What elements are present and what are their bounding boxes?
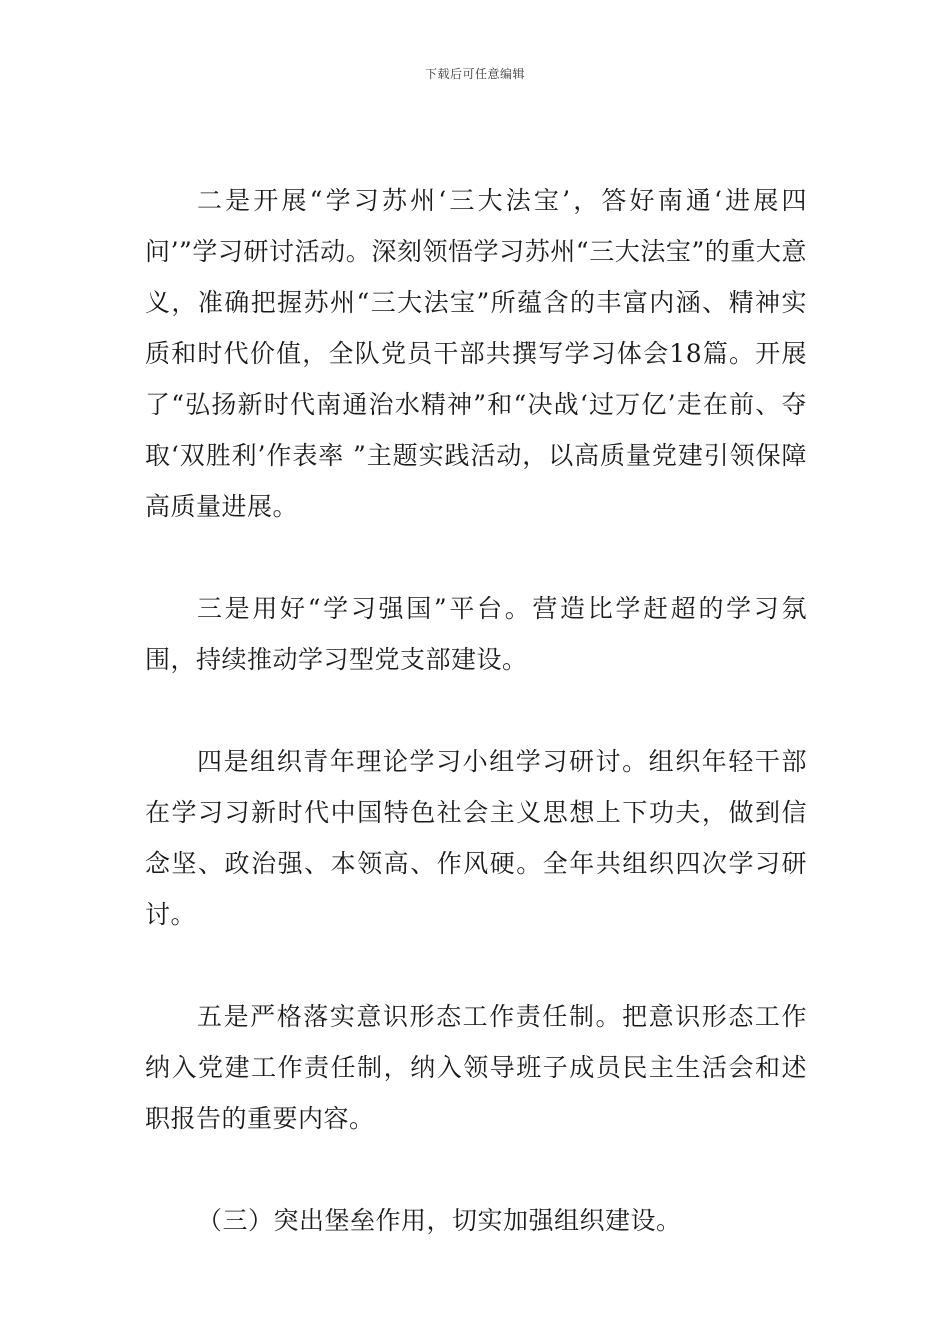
paragraph-xuexi-qiangguo: 三是用好“学习强国”平台。营造比学赶超的学习氛围，持续推动学习型党支部建设。 (145, 594, 807, 674)
paragraph-youth-study-group: 四是组织青年理论学习小组学习研讨。组织年轻干部在学习习新时代中国特色社会主义思想上下功夫，做到信念坚、政治强、本领高、作风硬。全年共组织四次学习研讨。 (145, 747, 807, 929)
page-header-note: 下载后可任意编辑 (424, 67, 525, 81)
paragraph-study-activities: 二是开展“学习苏州‘三大法宝’，答好南通‘进展四问’”学习研讨活动。深刻领悟学习苏州“三大法宝”的重大意义，准确把握苏州“三大法宝”所蕴含的丰富内涵、精神实质和时代价值，全队党员干部共撰写学习体会18篇。开展了“弘扬新时代南通治水精神”和“决战‘过万亿’走在前、夺取‘双胜利’作表率 ”主题实践活动，以高质量党建引领保障高质量进展。 (145, 186, 807, 521)
document-body (145, 175, 807, 1246)
paragraph-ideology-responsibility: 五是严格落实意识形态工作责任制。把意识形态工作纳入党建工作责任制，纳入领导班子成员民主生活会和述职报告的重要内容。 (145, 1002, 807, 1133)
section-heading-organization: （三）突出堡垒作用，切实加强组织建设。 (197, 1206, 682, 1235)
